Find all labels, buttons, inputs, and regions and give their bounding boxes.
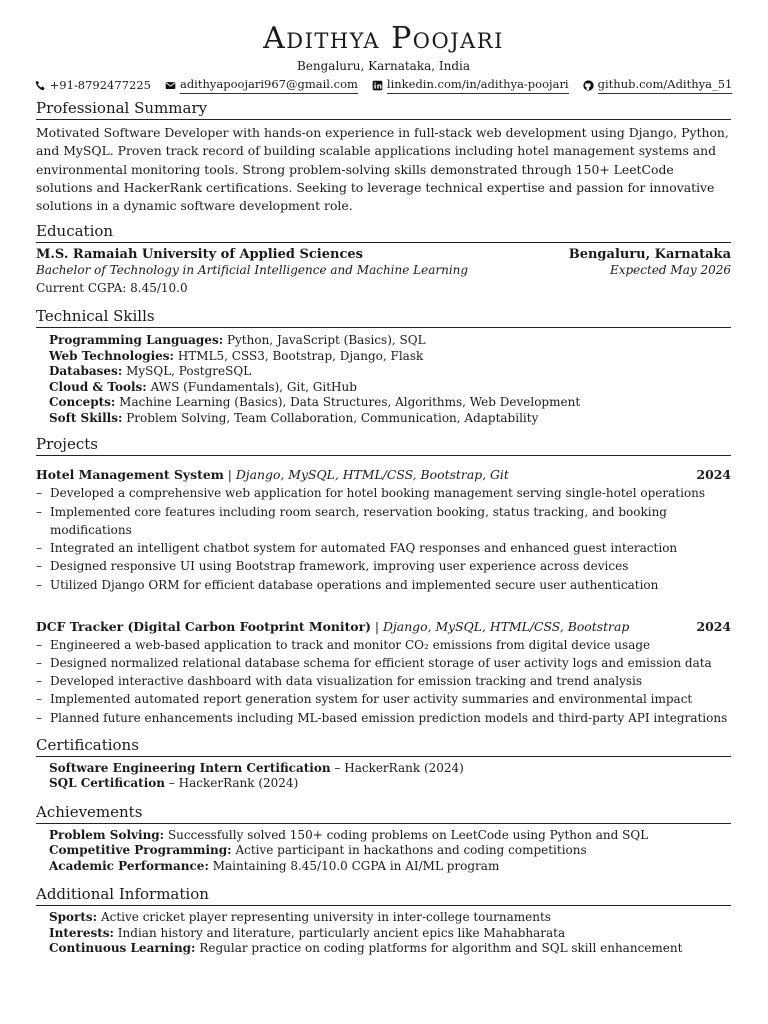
degree-row: [36, 263, 731, 279]
skill-label: Soft Skills:: [49, 410, 123, 425]
resume-header: [36, 22, 731, 94]
skill-label: Web Technologies:: [49, 348, 174, 363]
project-header: [36, 466, 731, 483]
skill-item: [49, 333, 731, 349]
skill-item: [49, 395, 731, 411]
project-separator: |: [223, 467, 236, 483]
achievement-label: Problem Solving:: [49, 827, 165, 842]
achievement-item: [49, 859, 731, 875]
certification-item: [49, 761, 731, 777]
list-item: – Implemented automated report generation system for user activity summaries and environmental impact: [36, 690, 731, 708]
skill-value: Problem Solving, Team Collaboration, Communication, Adaptability: [126, 410, 539, 425]
additional-list: [36, 910, 731, 957]
skills-list: [36, 333, 731, 426]
skills-section: [36, 306, 731, 426]
education-entry: [36, 246, 731, 263]
additional-value: Regular practice on coding platforms for algorithm and SQL skill enhancement: [199, 941, 683, 956]
achievement-item: [49, 828, 731, 844]
summary-text: Motivated Software Developer with hands-on experience in full-stack web development using Django, Python, and MySQL. Proven track record of building scalable applications including hotel management systems and environmental monitoring tools. Strong problem-solving skills demonstrated through 150+ LeetCode solutions and HackerRank certifications. Seeking to leverage technical expertise and passion for innovative solutions in a dynamic software development role.: [36, 125, 729, 214]
project-entry: [36, 466, 731, 593]
certification-item: [49, 776, 731, 792]
achievement-label: Competitive Programming:: [49, 843, 232, 858]
project-bullets: [36, 636, 731, 727]
contact-email[interactable]: [165, 76, 358, 94]
bullet-text: Developed interactive dashboard with data visualization for emission tracking and trend analysis: [50, 674, 643, 689]
contact-bar: [36, 76, 731, 94]
skill-label: Concepts:: [49, 395, 116, 410]
additional-item: [49, 926, 731, 942]
additional-label: Continuous Learning:: [49, 941, 196, 956]
project-tech: Django, MySQL, HTML/CSS, Bootstrap: [383, 618, 630, 634]
additional-label: Sports:: [49, 910, 98, 925]
achievements-section: [36, 802, 731, 875]
list-item: – Developed a comprehensive web application for hotel booking management serving single-hotel operations: [36, 484, 731, 502]
list-item: – Designed responsive UI using Bootstrap framework, improving user experience across devices: [36, 557, 731, 575]
additional-label: Interests:: [49, 925, 114, 940]
linkedin-icon: [372, 80, 383, 91]
skill-value: AWS (Fundamentals), Git, GitHub: [150, 379, 357, 394]
education-heading: Education: [36, 221, 731, 243]
certifications-section: [36, 735, 731, 792]
degree-name: Bachelor of Technology in Artificial Intelligence and Machine Learning: [36, 263, 469, 278]
list-item: – Planned future enhancements including ML-based emission prediction models and third-party API integrations: [36, 709, 731, 727]
candidate-location: Bengaluru, Karnataka, India: [296, 59, 471, 73]
bullet-text: Designed normalized relational database schema for efficient storage of user activity logs and emission data: [50, 655, 712, 670]
mail-icon: [165, 80, 176, 91]
cgpa: Current CGPA: 8.45/10.0: [36, 280, 188, 295]
additional-value: Indian history and literature, particularly ancient epics like Mahabharata: [117, 925, 566, 940]
skill-value: Python, JavaScript (Basics), SQL: [226, 333, 426, 348]
additional-heading: Additional Information: [36, 884, 731, 906]
additional-item: [49, 941, 731, 957]
skill-item: [49, 380, 731, 396]
list-item: – Designed normalized relational database schema for efficient storage of user activity logs and emission data: [36, 654, 731, 672]
summary-section: [36, 98, 731, 215]
contact-linkedin-link[interactable]: linkedin.com/in/adithya-poojari: [387, 76, 569, 94]
skills-heading: Technical Skills: [36, 306, 731, 328]
bullet-text: Implemented automated report generation system for user activity summaries and environmental impact: [50, 692, 693, 707]
project-name: Hotel Management System: [36, 467, 224, 483]
list-item: – Implemented core features including room search, reservation booking, status tracking, and booking modifications: [36, 503, 731, 539]
achievement-value: Active participant in hackathons and coding competitions: [235, 843, 587, 858]
contact-github-link[interactable]: github.com/Adithya_51: [598, 76, 733, 94]
project-entry: [36, 618, 731, 727]
additional-section: [36, 884, 731, 957]
achievement-value: Successfully solved 150+ coding problems on LeetCode using Python and SQL: [167, 827, 649, 842]
contact-phone[interactable]: [35, 76, 151, 94]
bullet-text: Utilized Django ORM for efficient database operations and implemented secure user authentication: [50, 577, 659, 592]
achievement-label: Academic Performance:: [49, 858, 209, 873]
bullet-text: Planned future enhancements including ML-based emission prediction models and third-party API integrations: [50, 710, 728, 725]
additional-value: Active cricket player representing university in inter-college tournaments: [100, 910, 551, 925]
projects-heading: Projects: [36, 434, 731, 456]
achievement-item: [49, 843, 731, 859]
certification-name: Software Engineering Intern Certification: [49, 760, 331, 775]
school-location: Bengaluru, Karnataka: [568, 247, 731, 263]
bullet-text: Designed responsive UI using Bootstrap framework, improving user experience across devices: [50, 559, 629, 574]
bullet-text: Integrated an intelligent chatbot system for automated FAQ responses and enhanced guest interaction: [50, 541, 678, 556]
project-header: [36, 618, 731, 635]
certification-name: SQL Certification: [49, 776, 165, 791]
project-name: DCF Tracker (Digital Carbon Footprint Monitor): [36, 618, 371, 634]
skill-label: Databases:: [49, 364, 123, 379]
skill-label: Cloud & Tools:: [49, 379, 147, 394]
skill-value: Machine Learning (Basics), Data Structures, Algorithms, Web Development: [119, 395, 581, 410]
education-section: [36, 221, 731, 296]
certifications-heading: Certifications: [36, 735, 731, 757]
school-name: M.S. Ramaiah University of Applied Sciences: [36, 247, 363, 263]
projects-section: [36, 434, 731, 726]
project-year: 2024: [696, 618, 731, 634]
contact-linkedin[interactable]: [372, 76, 569, 94]
project-tech: Django, MySQL, HTML/CSS, Bootstrap, Git: [235, 467, 509, 483]
certification-detail: – HackerRank (2024): [330, 760, 464, 775]
list-item: – Engineered a web-based application to track and monitor CO₂ emissions from digital device usage: [36, 636, 731, 654]
bullet-text: Developed a comprehensive web application for hotel booking management serving single-hotel operations: [50, 486, 706, 501]
skill-item: [49, 349, 731, 365]
achievement-value: Maintaining 8.45/10.0 CGPA in AI/ML program: [212, 858, 500, 873]
certification-detail: – HackerRank (2024): [164, 776, 299, 791]
achievements-heading: Achievements: [36, 802, 731, 824]
certifications-list: [36, 761, 731, 792]
contact-email-link[interactable]: adithyapoojari967@gmail.com: [180, 76, 358, 94]
bullet-text: Engineered a web-based application to track and monitor CO₂ emissions from digital device usage: [50, 637, 651, 652]
project-year: 2024: [696, 467, 731, 483]
phone-icon: [35, 80, 46, 91]
achievements-list: [36, 828, 731, 875]
skill-value: HTML5, CSS3, Bootstrap, Django, Flask: [177, 348, 424, 363]
list-item: – Utilized Django ORM for efficient database operations and implemented secure user authentication: [36, 576, 731, 594]
bullet-text: Implemented core features including room search, reservation booking, status tracking, and booking modifications: [50, 504, 667, 537]
skill-label: Programming Languages:: [49, 333, 224, 348]
list-item: – Developed interactive dashboard with data visualization for emission tracking and trend analysis: [36, 672, 731, 690]
project-bullets: [36, 484, 731, 593]
skill-item: [49, 364, 731, 380]
contact-github[interactable]: [583, 76, 733, 94]
github-icon: [583, 80, 594, 91]
list-item: – Integrated an intelligent chatbot system for automated FAQ responses and enhanced guest interaction: [36, 539, 731, 557]
summary-heading: Professional Summary: [36, 98, 731, 120]
contact-phone-text: +91-8792477225: [49, 78, 151, 92]
additional-item: [49, 910, 731, 926]
project-separator: |: [370, 618, 384, 634]
candidate-name: Adithya Poojari: [263, 21, 504, 56]
skill-item: [49, 411, 731, 427]
graduation-date: Expected May 2026: [609, 263, 731, 278]
skill-value: MySQL, PostgreSQL: [126, 364, 252, 379]
